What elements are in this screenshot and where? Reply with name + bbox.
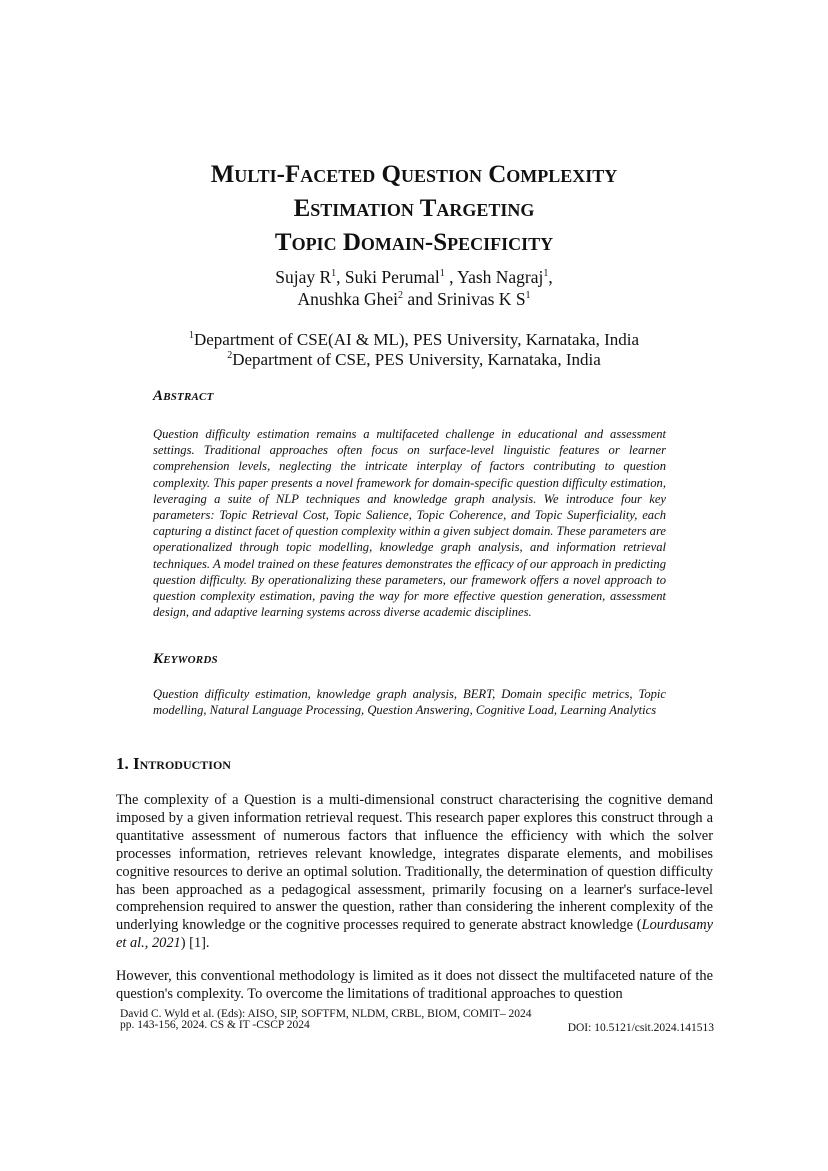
footer-proceedings (120, 1009, 532, 1031)
author-line-2 (0, 288, 828, 310)
author-name: Anushka Ghei (297, 289, 399, 309)
footer-doi: DOI: 10.5121/csit.2024.141513 (567, 1022, 714, 1034)
footer-line-2: pp. 143-156, 2024. CS & IT -CSCP 2024 (120, 1019, 310, 1031)
keywords-heading: Keywords (153, 651, 218, 667)
author-affil-mark: 1 (331, 268, 337, 279)
author-name: Sujay R (275, 267, 332, 287)
author-name: , Suki Perumal (336, 267, 440, 287)
author-affil-mark: 1 (543, 268, 549, 279)
affil-mark: 2 (227, 350, 233, 361)
affiliation-list (0, 330, 828, 370)
citation-text: Lourdusamy et al., 2021 (116, 917, 713, 952)
author-affil-mark: 1 (525, 290, 531, 301)
author-list (0, 266, 828, 310)
author-affil-mark: 1 (439, 268, 445, 279)
paper-title (0, 158, 828, 260)
keywords-body: Question difficulty estimation, knowledge graph analysis, BERT, Domain specific metrics, Topic modelling, Natural Language Processing, Question Answering, Cognitive Load, Learning Analytics (153, 687, 666, 718)
affiliation-2 (0, 350, 828, 370)
title-line-3: Topic Domain-Specificity (274, 229, 554, 256)
introduction-paragraph-2: However, this conventional methodology is limited as it does not dissect the multifaceted nature of the question's complexity. To overcome the limitations of traditional approaches to question (116, 968, 713, 1002)
abstract-body: Question difficulty estimation remains a multifaceted challenge in educational and assessment settings. Traditional approaches often focus on surface-level linguistic features or learner comprehension levels, neglecting the intricate interplay of factors contributing to question complexity. This paper presents a novel framework for domain-specific question difficulty estimation, leveraging a suite of NLP techniques and knowledge graph analysis. We introduce four key parameters: Topic Retrieval Cost, Topic Salience, Topic Coherence, and Topic Superficiality, each capturing a distinct facet of question complexity within a given subject domain. These parameters are operationalized through topic modelling, knowledge graph analysis, and information retrieval techniques. A model trained on these features demonstrates the efficacy of our approach in predicting question difficulty. By operationalizing these parameters, our framework offers a novel approach to question complexity estimation, paving the way for more effective question generation, assessment design, and adaptive learning systems across diverse academic disciplines. (153, 427, 666, 620)
affil-text: Department of CSE(AI & ML), PES University, Karnataka, India (193, 330, 640, 349)
title-line-1: Multi-Faceted Question Complexity (210, 161, 618, 188)
affil-text: Department of CSE, PES University, Karnataka, India (232, 350, 601, 369)
footer-line-1: David C. Wyld et al. (Eds): AISO, SIP, SOFTFM, NLDM, CRBL, BIOM, COMIT– 2024 (120, 1008, 532, 1020)
author-affil-mark: 2 (398, 290, 404, 301)
introduction-heading: 1. Introduction (116, 754, 231, 773)
abstract-heading: Abstract (153, 388, 214, 404)
paragraph-text-end: ) [1]. (180, 935, 210, 952)
author-separator: , (548, 267, 553, 287)
introduction-paragraph-1 (116, 792, 713, 953)
title-line-2: Estimation Targeting (293, 195, 535, 222)
affiliation-1 (0, 330, 828, 350)
author-line-1 (0, 266, 828, 288)
paragraph-text: The complexity of a Question is a multi-dimensional construct characterising the cognitive demand imposed by a given information retrieval request. This research paper explores this construct through a quantitative assessment of numerous factors that influence the efficiency with which the solver processes information, retrieves relevant knowledge, integrates disparate elements, and mobilises cognitive resources to derive an optimal solution. Traditionally, the determination of question difficulty has been approached as a pedagogical assessment, primarily focusing on a learner's surface-level comprehension required to answer the question, rather than considering the inherent complexity of the underlying knowledge or the cognitive processes required to generate abstract knowledge ( (116, 792, 713, 934)
affil-mark: 1 (188, 330, 194, 341)
author-name: , Yash Nagraj (444, 267, 544, 287)
author-name: and Srinivas K S (403, 289, 526, 309)
